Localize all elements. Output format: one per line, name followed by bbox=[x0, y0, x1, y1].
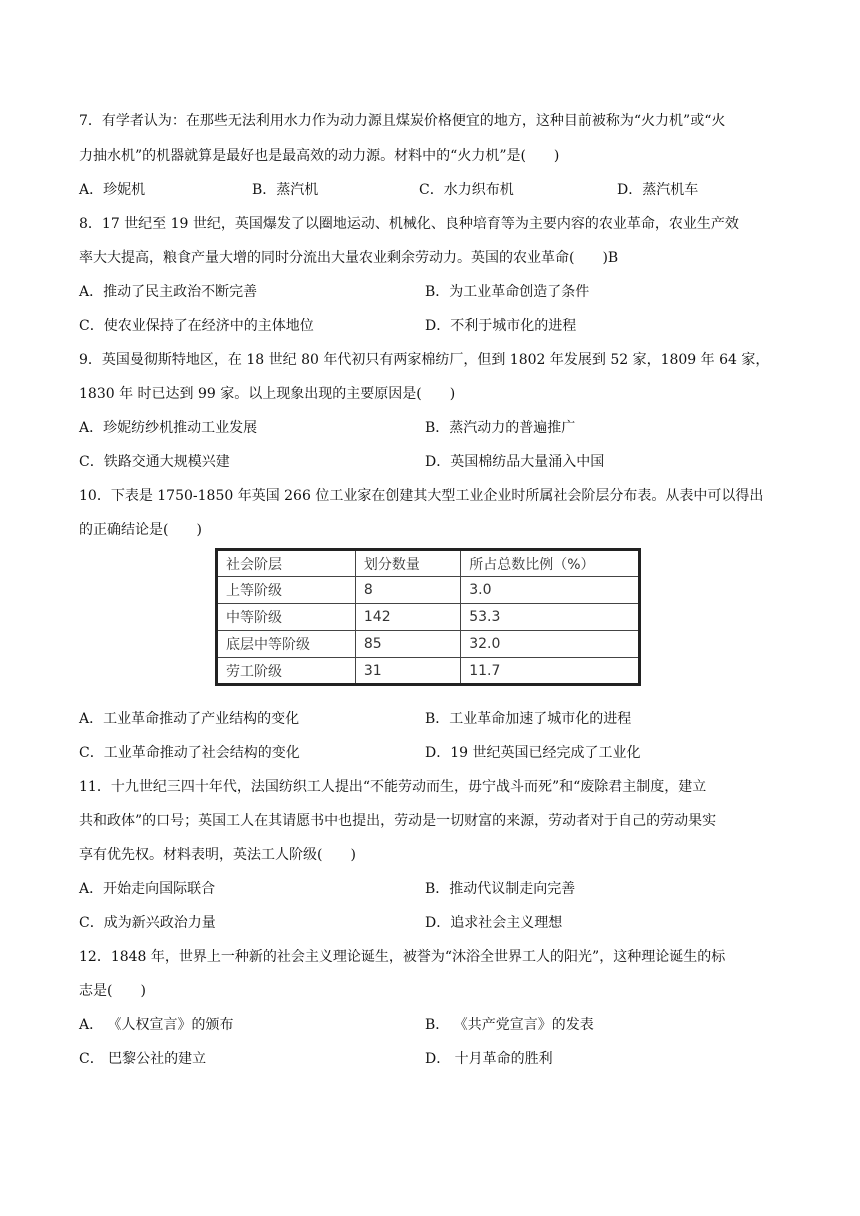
q12-stem-line-1: 12．1848 年，世界上一种新的社会主义理论诞生，被誉为“沐浴全世界工人的阳光”，这种理论诞生的标 bbox=[79, 949, 726, 965]
table-cell: 142 bbox=[355, 604, 460, 631]
table-row bbox=[217, 604, 640, 631]
q9-option-c: C．铁路交通大规模兴建 bbox=[79, 454, 230, 470]
q10-stem-line-2: 的正确结论是( ) bbox=[79, 522, 202, 538]
q11-stem-line-2: 共和政体”的口号；英国工人在其请愿书中也提出，劳动是一切财富的来源，劳动者对于自己的劳动果实 bbox=[79, 813, 717, 829]
table-cell: 底层中等阶级 bbox=[217, 631, 356, 658]
q7-option-d: D．蒸汽机车 bbox=[617, 182, 699, 198]
table-header-row bbox=[217, 550, 640, 577]
q11-option-d: D．追求社会主义理想 bbox=[425, 915, 563, 931]
q12-option-d: D． 十月革命的胜利 bbox=[425, 1051, 553, 1067]
q7-stem-line-2: 力抽水机”的机器就算是最好也是最高效的动力源。材料中的“火力机”是( ) bbox=[79, 148, 560, 164]
q12-option-c: C． 巴黎公社的建立 bbox=[79, 1051, 207, 1067]
q8-option-b: B．为工业革命创造了条件 bbox=[425, 284, 590, 300]
q9-stem-line-2: 1830 年 时已达到 99 家。以上现象出现的主要原因是( ) bbox=[79, 386, 456, 402]
q9-option-b: B．蒸汽动力的普遍推广 bbox=[425, 420, 576, 436]
q10-option-d: D．19 世纪英国已经完成了工业化 bbox=[425, 745, 641, 761]
table-cell: 11.7 bbox=[461, 658, 640, 685]
q11-option-c: C．成为新兴政治力量 bbox=[79, 915, 216, 931]
q11-option-b: B．推动代议制走向完善 bbox=[425, 881, 576, 897]
q7-option-a: A．珍妮机 bbox=[79, 182, 146, 198]
table-cell: 劳工阶级 bbox=[217, 658, 356, 685]
q8-stem-line-2: 率大大提高，粮食产量大增的同时分流出大量农业剩余劳动力。英国的农业革命( )B bbox=[79, 250, 619, 266]
table-cell: 31 bbox=[355, 658, 460, 685]
q8-option-d: D．不利于城市化的进程 bbox=[425, 318, 577, 334]
q10-option-a: A．工业革命推动了产业结构的变化 bbox=[79, 711, 300, 727]
table-row bbox=[217, 577, 640, 604]
table-cell: 3.0 bbox=[461, 577, 640, 604]
q10-option-c: C．工业革命推动了社会结构的变化 bbox=[79, 745, 300, 761]
table-cell: 中等阶级 bbox=[217, 604, 356, 631]
q12-option-a: A． 《人权宣言》的颁布 bbox=[79, 1017, 234, 1033]
table-cell: 8 bbox=[355, 577, 460, 604]
table-header-cell: 划分数量 bbox=[355, 550, 460, 577]
q11-option-a: A．开始走向国际联合 bbox=[79, 881, 216, 897]
q9-stem-line-1: 9．英国曼彻斯特地区，在 18 世纪 80 年代初只有两家棉纺厂，但到 1802 年发展到 52 家，1809 年 64 家， bbox=[79, 352, 770, 368]
q12-stem-line-2: 志是( ) bbox=[79, 983, 146, 999]
table-cell: 53.3 bbox=[461, 604, 640, 631]
social-class-table bbox=[215, 548, 641, 686]
q12-option-b: B． 《共产党宣言》的发表 bbox=[425, 1017, 594, 1033]
table-cell: 85 bbox=[355, 631, 460, 658]
q10-stem-line-1: 10．下表是 1750-1850 年英国 266 位工业家在创建其大型工业企业时所属社会阶层分布表。从表中可以得出 bbox=[79, 488, 764, 504]
table-header-cell: 社会阶层 bbox=[217, 550, 356, 577]
q8-option-a: A．推动了民主政治不断完善 bbox=[79, 284, 258, 300]
table-cell: 上等阶级 bbox=[217, 577, 356, 604]
table-header-cell: 所占总数比例（%） bbox=[461, 550, 640, 577]
table-row bbox=[217, 658, 640, 685]
q8-option-c: C．使农业保持了在经济中的主体地位 bbox=[79, 318, 314, 334]
q11-stem-line-1: 11．十九世纪三四十年代，法国纺织工人提出“不能劳动而生，毋宁战斗而死”和“废除君主制度，建立 bbox=[79, 779, 707, 795]
q9-option-d: D．英国棉纺品大量涌入中国 bbox=[425, 454, 605, 470]
q11-stem-line-3: 享有优先权。材料表明，英法工人阶级( ) bbox=[79, 847, 356, 863]
q7-option-b: B．蒸汽机 bbox=[252, 182, 319, 198]
q7-option-c: C．水力织布机 bbox=[419, 182, 514, 198]
q9-option-a: A．珍妮纺纱机推动工业发展 bbox=[79, 420, 258, 436]
table-row bbox=[217, 631, 640, 658]
q7-stem-line-1: 7．有学者认为：在那些无法利用水力作为动力源且煤炭价格便宜的地方，这种目前被称为“火力机”或“火 bbox=[79, 113, 726, 129]
q10-option-b: B．工业革命加速了城市化的进程 bbox=[425, 711, 632, 727]
table-cell: 32.0 bbox=[461, 631, 640, 658]
q8-stem-line-1: 8．17 世纪至 19 世纪，英国爆发了以圈地运动、机械化、良种培育等为主要内容的农业革命，农业生产效 bbox=[79, 216, 739, 232]
